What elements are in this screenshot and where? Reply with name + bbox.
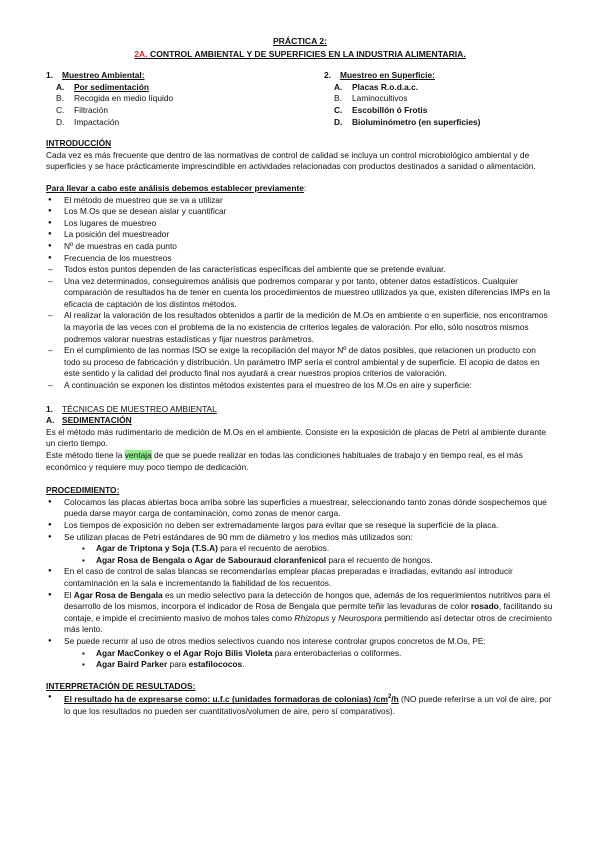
section-heading: 1. TÉCNICAS DE MUESTREO AMBIENTAL — [46, 403, 217, 414]
procedure-section — [46, 485, 554, 671]
subtitle-prefix: 2A. — [134, 48, 148, 59]
list-item: – Todos estos puntos dependen de las características específicas del ambiente que se pretende evaluar. — [46, 264, 554, 276]
list-item: ● El Agar Rosa de Bengala es un medio selectivo para la detección de hongos que, además de los requerimientos nutritivos para el desarrollo de los mismos, incorpora el indicador de Rosa de Bengala que permite teñir las levaduras de color rosado, facilitando su contaje, e impide el crecimiento masivo de mohos tales como Rhizopus y Neurospora permitiendo así detectar otros de crecimiento más lento. — [46, 590, 554, 636]
section-ambient-sampling — [46, 404, 554, 474]
selective-media-list — [64, 648, 554, 671]
list-item: – A continuación se exponen los distintos métodos existentes para el muestreo de los M.Os en aire y superficie: — [46, 380, 554, 392]
list-item: ● Los tiempos de exposición no deben ser extremadamente largos para evitar que se reseque la superficie de la placa. — [46, 520, 554, 532]
paragraph: Es el método más rudimentario de medición de M.Os en el ambiente. Consiste en la exposición de placas de Petri al ambiente durante un cierto tiempo. — [46, 426, 546, 449]
list-item: ● Los M.Os que se desean aislar y cuantificar — [46, 206, 554, 218]
list-item: A. Por sedimentación — [56, 81, 149, 92]
column-heading: 1. Muestreo Ambiental: — [46, 70, 145, 81]
column-superficie — [300, 70, 554, 128]
list-item: – Una vez determinados, conseguiremos análisis que podremos comparar y por tanto, obtener datos estadísticos. Cualquier comparación de resultados ha de tener en cuenta los procedimientos de muestreo utilizados ya que, existen diferencias IMPs en la eficacia de captación de los distintos métodos. — [46, 276, 554, 311]
list-item: B. Laminocultivos — [334, 93, 408, 104]
subsection-heading: A. SEDIMENTACIÓN — [46, 415, 132, 426]
notes-list — [46, 264, 554, 392]
list-item: ● En el caso de control de salas blancas se recomendarías emplear placas preparadas e irradiadas, evitando así introducir contaminación en la sala e incrementando la fiabilidad de los recuentos. — [46, 566, 554, 589]
column-heading: 2. Muestreo en Superficie: — [324, 70, 435, 81]
paragraph: Este método tiene la ventaja de que se puede realizar en todas las condiciones habituales de trabajo y en tiempo real, es el más económico y requiere muy poco tiempo de dedicación. — [46, 450, 523, 472]
intro-heading: INTRODUCCIÓN — [46, 138, 112, 149]
list-item: ● Se utilizan placas de Petri estándares de 90 mm de diámetro y los medios más utilizados son: ▪ Agar de Triptona y Soja (T.S.A) para el recuento de aerobios. ▪ Agar Rosa de Bengala o Agar de Sabouraud cloranfenicol para el recuento de hongos. — [46, 532, 554, 567]
list-item: ● El método de muestreo que se va a utilizar — [46, 195, 554, 207]
list-item: C. Escobillón ó Frotis — [334, 104, 428, 115]
list-item: B. Recogida en medio líquido — [56, 93, 174, 104]
method-list — [46, 82, 300, 128]
list-item: ● Se puede recurrir al uso de otros medios selectivos cuando nos interese controlar grupos concretos de M.Os, PE: ▪ Agar MacConkey o el Agar Rojo Bilis Violeta para enterobacterias o coliformes. ▪ Agar Baird Parker para estafilococos. — [46, 636, 554, 671]
sampling-overview — [46, 70, 554, 128]
subtitle-text: CONTROL AMBIENTAL Y DE SUPERFICIES EN LA INDUSTRIA ALIMENTARIA. — [150, 48, 466, 59]
procedure-heading: PROCEDIMIENTO: — [46, 485, 120, 496]
list-item: ▪ Agar Baird Parker para estafilococos. — [82, 659, 554, 671]
list-item: ● Los lugares de muestreo — [46, 218, 554, 230]
highlight: ventaja — [124, 450, 152, 460]
list-item: – En el cumplimiento de las normas ISO se exige la recopilación del mayor Nº de datos posibles, que relacionen un producto con todo su proceso de fabricación y distribución. Un parámetro IMP sería el control ambiental y de superficie. El acopio de datos en este sentido y la calidad del producto final nos ayudará a crear nuestros propios criterios de valoración. — [46, 345, 554, 380]
list-item: ▪ Agar de Triptona y Soja (T.S.A) para el recuento de aerobios. — [82, 543, 554, 555]
list-item: ● Nº de muestras en cada punto — [46, 241, 554, 253]
list-item: D. Impactación — [56, 116, 120, 127]
interpretation-list — [46, 692, 554, 717]
list-item: A. Placas R.o.d.a.c. — [334, 81, 419, 92]
list-item: ● Colocamos las placas abiertas boca arriba sobre las superficies a muestrear, seleccionando tanto zonas dónde sospechemos que pueda darse mayor carga de contaminación, como zonas de menor carga. — [46, 497, 554, 520]
intro-section — [46, 138, 554, 173]
page-title: PRÁCTICA 2: — [272, 36, 328, 46]
list-item: ● Frecuencia de los muestreos — [46, 253, 554, 265]
procedure-list — [46, 497, 554, 671]
list-item: ● La posición del muestreador — [46, 229, 554, 241]
intro-text: Cada vez es más frecuente que dentro de las normativas de control de calidad se incluya un control microbiológico ambiental y de superficies y se hace prácticamente imprescindible en actividades relacionadas con productos destinados a sanidad o alimentación. — [46, 149, 536, 172]
list-item: ▪ Agar Rosa de Bengala o Agar de Sabouraud cloranfenicol para el recuento de hongos. — [82, 555, 554, 567]
requirements-section — [46, 183, 554, 392]
interpretation-section — [46, 681, 554, 718]
interpretation-heading: INTERPRETACIÓN DE RESULTADOS: — [46, 680, 196, 691]
media-list — [64, 543, 554, 566]
list-item: – Al realizar la valoración de los resultados obtenidos a partir de la medición de M.Os en ambiente o en superficie, nos encontramos la mayoría de las veces con el problema de la no existencia de criterios legales de valoración. Por ello, sólo nosotros mismos podremos valorar nuestras estadísticas y fijar nuestros parámetros. — [46, 310, 554, 345]
page-subtitle — [46, 49, 554, 61]
list-item: ● El resultado ha de expresarse como: u.f.c (unidades formadoras de colonias) $/cm^2/h$ (NO puede referirse a un vol de aire, por lo que los resultados no pueden ser cuantitativos/volumen de aire, pero sí comparativos). — [46, 692, 554, 717]
list-item: C. Filtración — [56, 104, 108, 115]
requirements-list — [46, 195, 554, 265]
column-ambiental — [46, 70, 300, 128]
list-item: D. Bioluminómetro (en superficies) — [334, 116, 481, 127]
requirements-heading: Para llevar a cabo este análisis debemos establecer previamente: — [46, 182, 307, 193]
list-item: ▪ Agar MacConkey o el Agar Rojo Bilis Violeta para enterobacterias o coliformes. — [82, 648, 554, 660]
method-list — [324, 82, 554, 128]
